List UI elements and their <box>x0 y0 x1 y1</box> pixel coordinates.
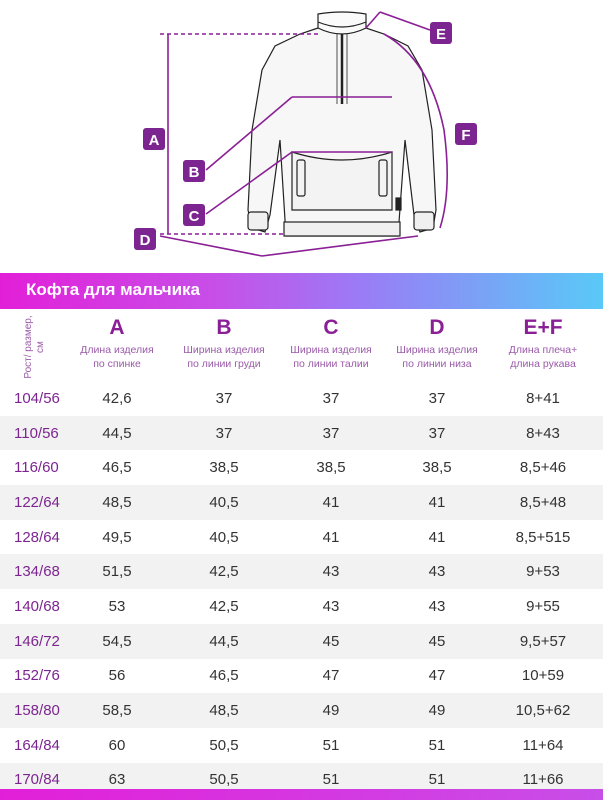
svg-text:F: F <box>461 127 471 144</box>
label-A <box>143 128 165 150</box>
measurement-cell: 9+53 <box>526 563 560 581</box>
size-cell: 104/56 <box>14 389 60 407</box>
measurement-cell: 51 <box>428 736 446 754</box>
table-row <box>0 728 603 763</box>
label-C <box>183 204 205 226</box>
svg-text:A: A <box>148 132 160 149</box>
measurement-cell: 45 <box>322 632 340 650</box>
measurement-cell: 54,5 <box>102 632 132 650</box>
measurement-cell: 51 <box>322 736 340 754</box>
table-row <box>0 589 603 624</box>
size-column-label: Рост/ размер, см <box>23 315 46 379</box>
measurement-cell: 38,5 <box>209 459 239 477</box>
measurement-cell: 9+55 <box>526 597 560 615</box>
measurement-cell: 40,5 <box>209 528 239 546</box>
measurement-cell: 47 <box>428 667 446 685</box>
svg-text:C: C <box>188 208 200 225</box>
measurement-cell: 51 <box>428 771 446 789</box>
measurement-cell: 37 <box>215 424 233 442</box>
measurement-cell: 48,5 <box>102 493 132 511</box>
measurement-cell: 51,5 <box>102 563 132 581</box>
measurement-cell: 51 <box>322 771 340 789</box>
table-row <box>0 381 603 416</box>
header-desc-line1: Ширина изделия <box>183 344 265 356</box>
measurement-cell: 40,5 <box>209 493 239 511</box>
measurement-cell: 58,5 <box>102 702 132 720</box>
size-cell: 170/84 <box>14 771 60 789</box>
size-cell: 110/56 <box>14 424 59 442</box>
table-row <box>0 624 603 659</box>
header-col-b <box>171 315 277 371</box>
measurement-cell: 37 <box>215 389 233 407</box>
header-desc-line1: Ширина изделия <box>396 344 478 356</box>
measurement-cell: 11+66 <box>522 771 564 789</box>
measurement-cell: 10+59 <box>521 667 565 685</box>
size-cell: 152/76 <box>14 667 60 685</box>
sweatshirt-illustration <box>248 12 436 236</box>
header-desc-line2: по спинке <box>93 358 141 370</box>
table-row <box>0 659 603 694</box>
size-cell: 140/68 <box>14 597 60 615</box>
measurement-cell: 47 <box>322 667 340 685</box>
measurement-cell: 48,5 <box>209 702 239 720</box>
bottom-accent-bar <box>0 789 603 800</box>
measurement-cell: 50,5 <box>209 736 239 754</box>
measurement-cell: 42,6 <box>102 389 132 407</box>
header-desc-line1: Ширина изделия <box>290 344 372 356</box>
size-table-body <box>0 381 603 797</box>
measurement-cell: 63 <box>108 771 126 789</box>
measurement-cell: 46,5 <box>209 667 239 685</box>
measurement-cell: 38,5 <box>422 459 452 477</box>
measurement-cell: 56 <box>108 667 126 685</box>
measurement-cell: 10,5+62 <box>515 702 571 720</box>
header-desc-line1: Длина плеча+ <box>508 344 578 356</box>
label-F <box>455 123 477 145</box>
measurement-cell: 43 <box>428 597 446 615</box>
size-cell: 116/60 <box>14 459 59 477</box>
measurement-cell: 41 <box>428 528 446 546</box>
table-row <box>0 450 603 485</box>
title-banner <box>0 273 603 309</box>
measurement-cell: 8+41 <box>526 389 560 407</box>
measurement-cell: 49 <box>322 702 340 720</box>
table-row <box>0 520 603 555</box>
measurement-cell: 43 <box>428 563 446 581</box>
measurement-cell: 44,5 <box>102 424 132 442</box>
measurement-cell: 8,5+515 <box>515 528 571 546</box>
svg-text:E: E <box>435 26 447 43</box>
table-header <box>0 309 603 381</box>
size-cell: 122/64 <box>14 493 60 511</box>
measurement-cell: 8,5+46 <box>519 459 567 477</box>
measurement-cell: 43 <box>322 597 340 615</box>
header-letter: D <box>429 316 445 339</box>
size-cell: 164/84 <box>14 736 60 754</box>
measurement-cell: 37 <box>322 424 340 442</box>
garment-diagram <box>0 0 603 272</box>
table-row <box>0 485 603 520</box>
measurement-cell: 38,5 <box>316 459 346 477</box>
header-desc-line2: по линии груди <box>187 358 261 370</box>
measurement-cell: 8,5+48 <box>519 493 567 511</box>
measurement-cell: 41 <box>322 528 340 546</box>
header-desc-line2: длина рукава <box>510 358 576 370</box>
header-letter: C <box>323 316 339 339</box>
size-cell: 128/64 <box>14 528 60 546</box>
label-E <box>430 22 452 44</box>
header-col-d <box>384 315 490 371</box>
size-cell: 134/68 <box>14 563 60 581</box>
measurement-cell: 46,5 <box>102 459 132 477</box>
measurement-cell: 60 <box>108 736 126 754</box>
label-D <box>134 228 156 250</box>
measurement-cell: 43 <box>322 563 340 581</box>
header-col-ef <box>490 315 596 371</box>
measurement-cell: 49 <box>428 702 446 720</box>
measurement-cell: 9,5+57 <box>519 632 567 650</box>
header-col-a <box>64 315 170 371</box>
header-letter: E+F <box>523 316 563 339</box>
measurement-cell: 42,5 <box>209 597 239 615</box>
measurement-cell: 37 <box>322 389 340 407</box>
table-row <box>0 693 603 728</box>
measurement-cell: 37 <box>428 424 446 442</box>
measurement-cell: 41 <box>322 493 340 511</box>
measurement-cell: 44,5 <box>209 632 239 650</box>
measurement-cell: 42,5 <box>209 563 239 581</box>
measurement-cell: 37 <box>428 389 446 407</box>
measurement-cell: 41 <box>428 493 446 511</box>
measurement-cell: 11+64 <box>522 736 564 754</box>
header-desc-line2: по линии низа <box>402 358 472 370</box>
header-desc-line2: по линии талии <box>293 358 369 370</box>
measurement-cell: 50,5 <box>209 771 239 789</box>
header-desc-line1: Длина изделия <box>80 344 154 356</box>
label-B <box>183 160 205 182</box>
measurement-cell: 49,5 <box>102 528 132 546</box>
table-row <box>0 554 603 589</box>
header-letter: B <box>216 316 232 339</box>
measurement-cell: 45 <box>428 632 446 650</box>
size-cell: 158/80 <box>14 702 60 720</box>
table-row <box>0 416 603 451</box>
size-cell: 146/72 <box>14 632 60 650</box>
measurement-cell: 53 <box>108 597 126 615</box>
measurement-cell: 8+43 <box>526 424 560 442</box>
svg-text:B: B <box>188 164 200 181</box>
svg-text:D: D <box>139 232 151 249</box>
table-title: Кофта для мальчика <box>26 280 200 299</box>
header-letter: A <box>109 316 125 339</box>
header-col-c <box>278 315 384 371</box>
